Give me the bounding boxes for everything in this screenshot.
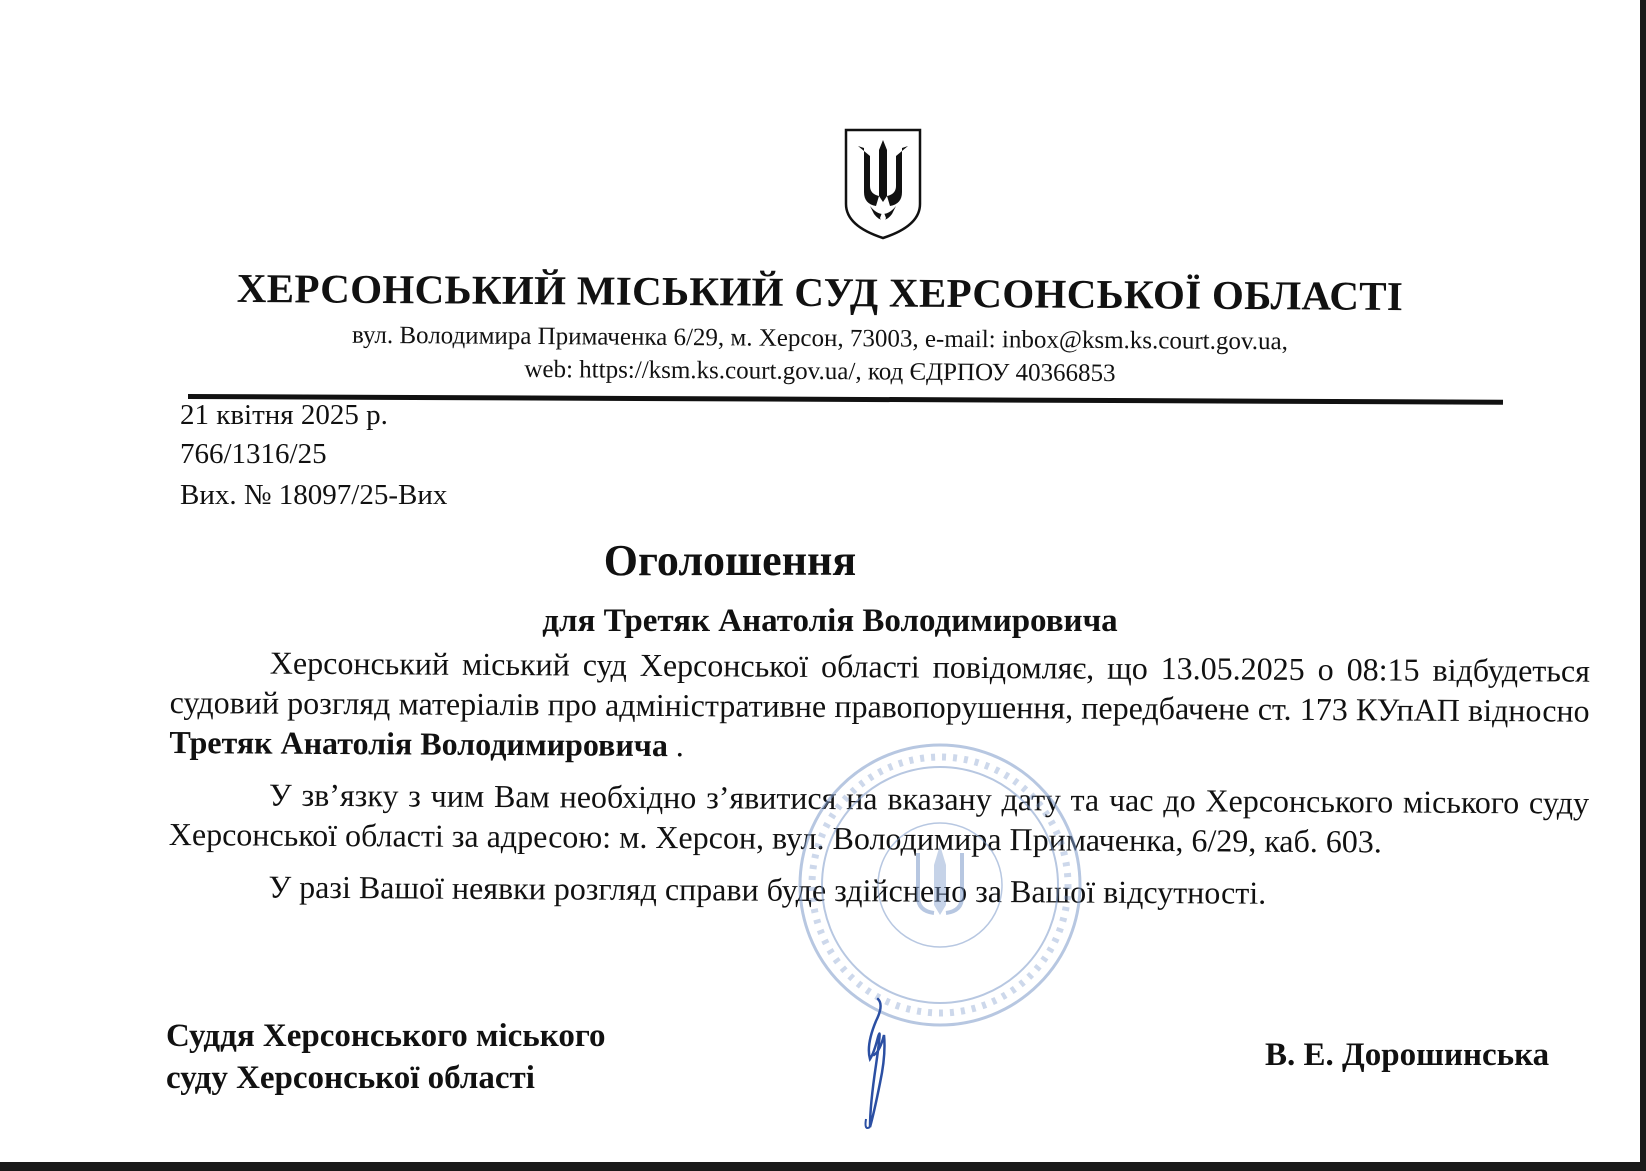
- paragraph-notice-name: Третяк Анатолія Володимировича: [169, 723, 668, 764]
- judge-name: В. Е. Дорошинська: [1265, 1037, 1550, 1073]
- judge-title-line-1: Суддя Херсонського міського: [166, 1018, 606, 1054]
- outgoing-number: Вих. № 18097/25-Вих: [180, 479, 448, 511]
- judge-title: [166, 1015, 606, 1099]
- letter-date: 21 квітня 2025 р.: [180, 399, 388, 431]
- scan-edge-bottom: [0, 1162, 1646, 1171]
- court-round-stamp-icon: [790, 735, 1090, 1035]
- scan-edge-right: [1640, 0, 1646, 1171]
- judge-title-line-2: суду Херсонської області: [166, 1060, 535, 1096]
- announcement-recipient: для Третяк Анатолія Володимировича: [542, 603, 1118, 639]
- paragraph-notice-end: .: [667, 727, 684, 764]
- court-name: ХЕРСОНСЬКИЙ МІСЬКИЙ СУД ХЕРСОНСЬКОЇ ОБЛАСТІ: [236, 264, 1404, 320]
- handwritten-signature-icon: [840, 995, 910, 1135]
- announcement-title: Оголошення: [603, 536, 857, 585]
- paragraph-notice-text: Херсонський міський суд Херсонської області повідомляє, що 13.05.2025 о 08:15 відбудеться судовий розгляд матеріалів про адміністративне правопорушення, передбачене ст. 173 КУпАП відносно: [169, 644, 1590, 729]
- case-number: 766/1316/25: [180, 438, 327, 470]
- paragraph-absence: У разі Вашої неявки розгляд справи буде здійснено за Вашої відсутності.: [268, 868, 1267, 911]
- paragraph-summons: У зв’язку з чим Вам необхідно з’явитися на вказану дату та час до Херсонського міського суду Херсонської області за адресою: м. Херсон, вул. Володимира Примаченка, 6/29, каб. 603.: [168, 776, 1590, 860]
- court-web-and-code: web: https://ksm.ks.court.gov.ua/, код ЄДРПОУ 40366853: [524, 355, 1116, 388]
- ukraine-trident-emblem-icon: [840, 126, 926, 242]
- court-address: вул. Володимира Примаченка 6/29, м. Херсон, 73003, e-mail: inbox@ksm.ks.court.gov.ua,: [351, 321, 1288, 356]
